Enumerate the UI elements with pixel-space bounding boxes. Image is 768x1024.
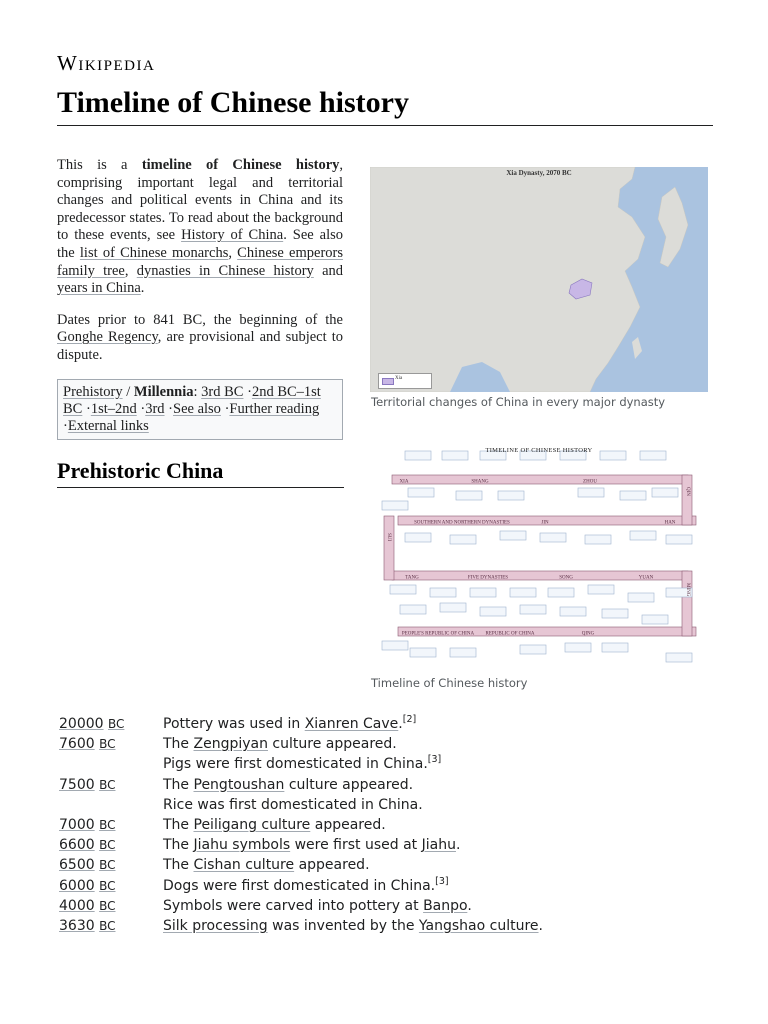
timeline-note-box xyxy=(565,643,591,652)
event-year[interactable]: 7500 xyxy=(59,776,95,793)
text: appeared. xyxy=(294,857,370,874)
link[interactable]: Yangshao culture xyxy=(418,918,539,934)
text: and xyxy=(313,262,343,279)
timeline-note-box xyxy=(408,488,434,497)
event-era[interactable]: BC xyxy=(99,818,116,832)
link[interactable]: dynasties in Chinese history xyxy=(136,262,314,279)
link[interactable]: years in China xyxy=(57,280,141,297)
link[interactable]: History of China xyxy=(181,227,284,244)
link[interactable]: 2nd BC–1st BC xyxy=(63,384,321,417)
timeline-band-label: SOUTHERN AND NORTHERN DYNASTIES xyxy=(414,520,510,526)
event-date[interactable] xyxy=(59,716,149,732)
event-era[interactable]: BC xyxy=(99,777,116,792)
bold-text: Millennia xyxy=(133,384,194,400)
dynasty-map-image[interactable] xyxy=(370,167,708,392)
event-description xyxy=(163,736,397,752)
event-date[interactable] xyxy=(59,857,149,873)
timeline-note-box xyxy=(602,609,628,618)
map-image-title: Xia Dynasty, 2070 BC xyxy=(506,169,572,177)
timeline-note-box xyxy=(588,585,614,594)
text: · xyxy=(243,384,252,400)
link[interactable]: External links xyxy=(67,418,149,434)
link[interactable]: Xianren Cave xyxy=(304,716,399,732)
timeline-note-box xyxy=(498,491,524,500)
text: · xyxy=(136,401,146,417)
legend-swatch xyxy=(382,378,394,385)
era-text: BC xyxy=(182,311,203,328)
timeline-band-label: HAN xyxy=(664,520,676,526)
timeline-note-box xyxy=(390,585,416,594)
event-era[interactable]: BC xyxy=(108,717,125,731)
timeline-caption: Timeline of Chinese history xyxy=(371,676,528,690)
intro-text xyxy=(57,157,343,379)
timeline-band-label: QIN xyxy=(685,487,690,496)
event-date[interactable] xyxy=(59,837,149,853)
wikipedia-logo[interactable]: Wikipedia xyxy=(57,51,156,75)
event-year[interactable]: 20000 xyxy=(59,716,104,732)
text: / xyxy=(122,384,134,400)
link[interactable]: See also xyxy=(173,401,221,417)
bold-text: timeline of Chinese history xyxy=(141,157,340,173)
text: , the beginning of the xyxy=(202,311,343,328)
text: Rice was first domesticated in China. xyxy=(163,796,423,813)
timeline-note-box xyxy=(500,531,526,540)
event-description xyxy=(163,875,449,894)
timeline-turn-left-1 xyxy=(384,516,394,580)
timeline-note-box xyxy=(410,648,436,657)
timeline-image-title: TIMELINE OF CHINESE HISTORY xyxy=(485,447,593,454)
text: The xyxy=(163,736,194,753)
text: The xyxy=(163,857,194,874)
timeline-note-box xyxy=(642,615,668,624)
event-date[interactable] xyxy=(59,777,149,793)
event-era[interactable]: BC xyxy=(99,858,116,873)
timeline-band-label: SHANG xyxy=(471,479,489,485)
timeline-note-box xyxy=(578,488,604,497)
event-description xyxy=(163,898,472,914)
event-date[interactable] xyxy=(59,898,149,914)
event-era[interactable]: BC xyxy=(99,919,116,933)
event-year[interactable]: 7000 xyxy=(59,817,95,833)
timeline-band-label: XIA xyxy=(399,479,409,485)
timeline-note-box xyxy=(440,603,466,612)
event-year[interactable]: 6000 xyxy=(59,877,95,894)
link[interactable]: Pengtoushan xyxy=(193,776,285,793)
link[interactable]: Zengpiyan xyxy=(193,736,268,753)
event-year[interactable]: 6500 xyxy=(59,857,95,874)
event-date[interactable] xyxy=(59,736,149,752)
timeline-note-box xyxy=(382,501,408,510)
link[interactable]: list of Chinese monarchs xyxy=(79,244,229,261)
event-year[interactable]: 7600 xyxy=(59,736,95,753)
text: · xyxy=(63,418,68,434)
event-era[interactable]: BC xyxy=(99,878,116,893)
section-heading-prehistoric-china: Prehistoric China xyxy=(57,458,224,483)
text: . xyxy=(538,918,543,934)
text: Pottery was used in xyxy=(163,716,305,732)
timeline-note-box xyxy=(382,641,408,650)
intro-paragraph-2 xyxy=(57,312,343,365)
link[interactable]: Silk processing xyxy=(163,918,268,934)
timeline-note-box xyxy=(510,588,536,597)
timeline-note-box xyxy=(480,607,506,616)
text: . xyxy=(455,837,461,854)
text: , comprising important legal and territorial changes and political events in China and its predecessor states. To read about the background to these events, see xyxy=(57,157,344,244)
text: appeared. xyxy=(310,817,386,833)
intro-paragraph-1 xyxy=(57,157,343,298)
link[interactable]: 3rd BC xyxy=(201,384,244,400)
map-caption: Territorial changes of China in every major dynasty xyxy=(371,395,666,409)
event-date[interactable] xyxy=(59,817,149,833)
page-title: Timeline of Chinese history xyxy=(57,86,409,119)
event-description xyxy=(163,918,543,934)
event-description xyxy=(163,756,441,772)
link[interactable]: Prehistory xyxy=(63,384,123,400)
timeline-note-box xyxy=(520,605,546,614)
link[interactable]: Banpo xyxy=(423,897,468,914)
text: Dogs were first domesticated in China. xyxy=(163,877,436,894)
text: The xyxy=(163,837,194,854)
timeline-image[interactable] xyxy=(370,443,708,675)
event-date[interactable] xyxy=(59,918,149,934)
event-description xyxy=(163,777,413,793)
timeline-band-label: QING xyxy=(581,631,595,637)
text: . xyxy=(467,897,472,914)
timeline-note-box xyxy=(652,488,678,497)
timeline-turn-right-1 xyxy=(682,475,692,525)
timeline-band-label: PEOPLE'S REPUBLIC OF CHINA xyxy=(401,631,475,637)
text: Pigs were first domesticated in China. xyxy=(163,756,428,773)
text: were first used at xyxy=(290,837,422,854)
event-era[interactable]: BC xyxy=(99,838,116,853)
link[interactable]: Peiligang culture xyxy=(193,817,311,833)
timeline-band-row-1 xyxy=(392,475,688,484)
event-description xyxy=(163,817,386,833)
timeline-note-box xyxy=(405,533,431,542)
link[interactable]: Cishan culture xyxy=(193,857,295,874)
event-description xyxy=(163,837,460,853)
timeline-note-box xyxy=(548,588,574,597)
link[interactable]: 1st–2nd xyxy=(90,401,137,417)
event-description xyxy=(163,857,370,873)
timeline-band-label: FIVE DYNASTIES xyxy=(467,575,509,581)
timeline-turn-right-2 xyxy=(682,571,692,636)
link[interactable]: Further reading xyxy=(229,401,320,417)
timeline-note-box xyxy=(602,643,628,652)
timeline-note-box xyxy=(630,531,656,540)
link[interactable]: Chinese emperors family tree xyxy=(57,244,344,279)
text: The xyxy=(163,817,194,833)
text: · xyxy=(82,401,91,417)
timeline-band-label: JIN xyxy=(541,520,549,526)
timeline-note-box xyxy=(450,535,476,544)
text: , xyxy=(124,262,137,279)
timeline-note-box xyxy=(430,588,456,597)
timeline-note-box xyxy=(400,605,426,614)
timeline-note-box xyxy=(620,491,646,500)
text: was invented by the xyxy=(267,918,419,934)
title-divider xyxy=(57,125,713,126)
timeline-note-box xyxy=(540,533,566,542)
event-year[interactable]: 6600 xyxy=(59,837,95,854)
timeline-band-label: MING xyxy=(685,583,690,597)
event-year[interactable]: 3630 xyxy=(59,918,95,934)
event-era[interactable]: BC xyxy=(99,737,116,752)
text: , are provisional and subject to dispute. xyxy=(57,329,343,363)
timeline-note-box xyxy=(470,588,496,597)
text: , xyxy=(228,244,238,261)
text: . See also the xyxy=(57,227,344,261)
timeline-note-box xyxy=(520,645,546,654)
timeline-note-box xyxy=(666,535,692,544)
event-description xyxy=(163,716,416,732)
text: Symbols were carved into pottery at xyxy=(163,897,424,914)
timeline-band-label: YUAN xyxy=(638,575,654,581)
text: . xyxy=(140,280,145,297)
timeline-graphic xyxy=(370,443,708,675)
text: culture appeared. xyxy=(267,736,397,753)
text: · xyxy=(220,401,230,417)
link[interactable]: Jiahu xyxy=(421,837,456,854)
text: : xyxy=(193,384,202,400)
text: . xyxy=(398,716,403,732)
map-island-japan xyxy=(658,187,688,267)
map-land xyxy=(370,167,645,392)
link[interactable]: 3rd xyxy=(145,401,165,417)
citation-ref[interactable]: [2] xyxy=(402,714,417,725)
map-graphic xyxy=(370,167,708,392)
link[interactable]: Gonghe Regency xyxy=(57,329,158,346)
text: culture appeared. xyxy=(284,776,414,793)
map-legend xyxy=(378,373,432,389)
timeline-band-label: REPUBLIC OF CHINA xyxy=(485,631,535,637)
timeline-note-box xyxy=(450,648,476,657)
timeline-band-label: SUI xyxy=(386,533,391,542)
event-description xyxy=(163,797,423,813)
timeline-navbox xyxy=(57,379,343,440)
map-island-taiwan xyxy=(632,337,642,359)
timeline-note-box xyxy=(666,653,692,662)
citation-ref[interactable]: [3] xyxy=(427,754,442,766)
text: The xyxy=(163,776,194,793)
link[interactable]: Jiahu symbols xyxy=(193,837,291,854)
legend-label: Xia xyxy=(395,376,403,381)
citation-ref[interactable]: [3] xyxy=(435,875,449,887)
text: This is a xyxy=(57,157,142,173)
timeline-note-box xyxy=(628,593,654,602)
event-date[interactable] xyxy=(59,878,149,894)
event-year[interactable]: 4000 xyxy=(59,897,95,914)
event-era[interactable]: BC xyxy=(99,898,116,913)
timeline-band-label: TANG xyxy=(405,575,419,581)
timeline-note-box xyxy=(585,535,611,544)
text: Dates prior to 841 xyxy=(57,311,183,328)
timeline-band-label: ZHOU xyxy=(583,479,597,485)
timeline-note-box xyxy=(560,607,586,616)
timeline-band-label: SONG xyxy=(559,575,573,581)
timeline-note-box xyxy=(456,491,482,500)
text: · xyxy=(164,401,174,417)
section-divider xyxy=(57,487,344,488)
